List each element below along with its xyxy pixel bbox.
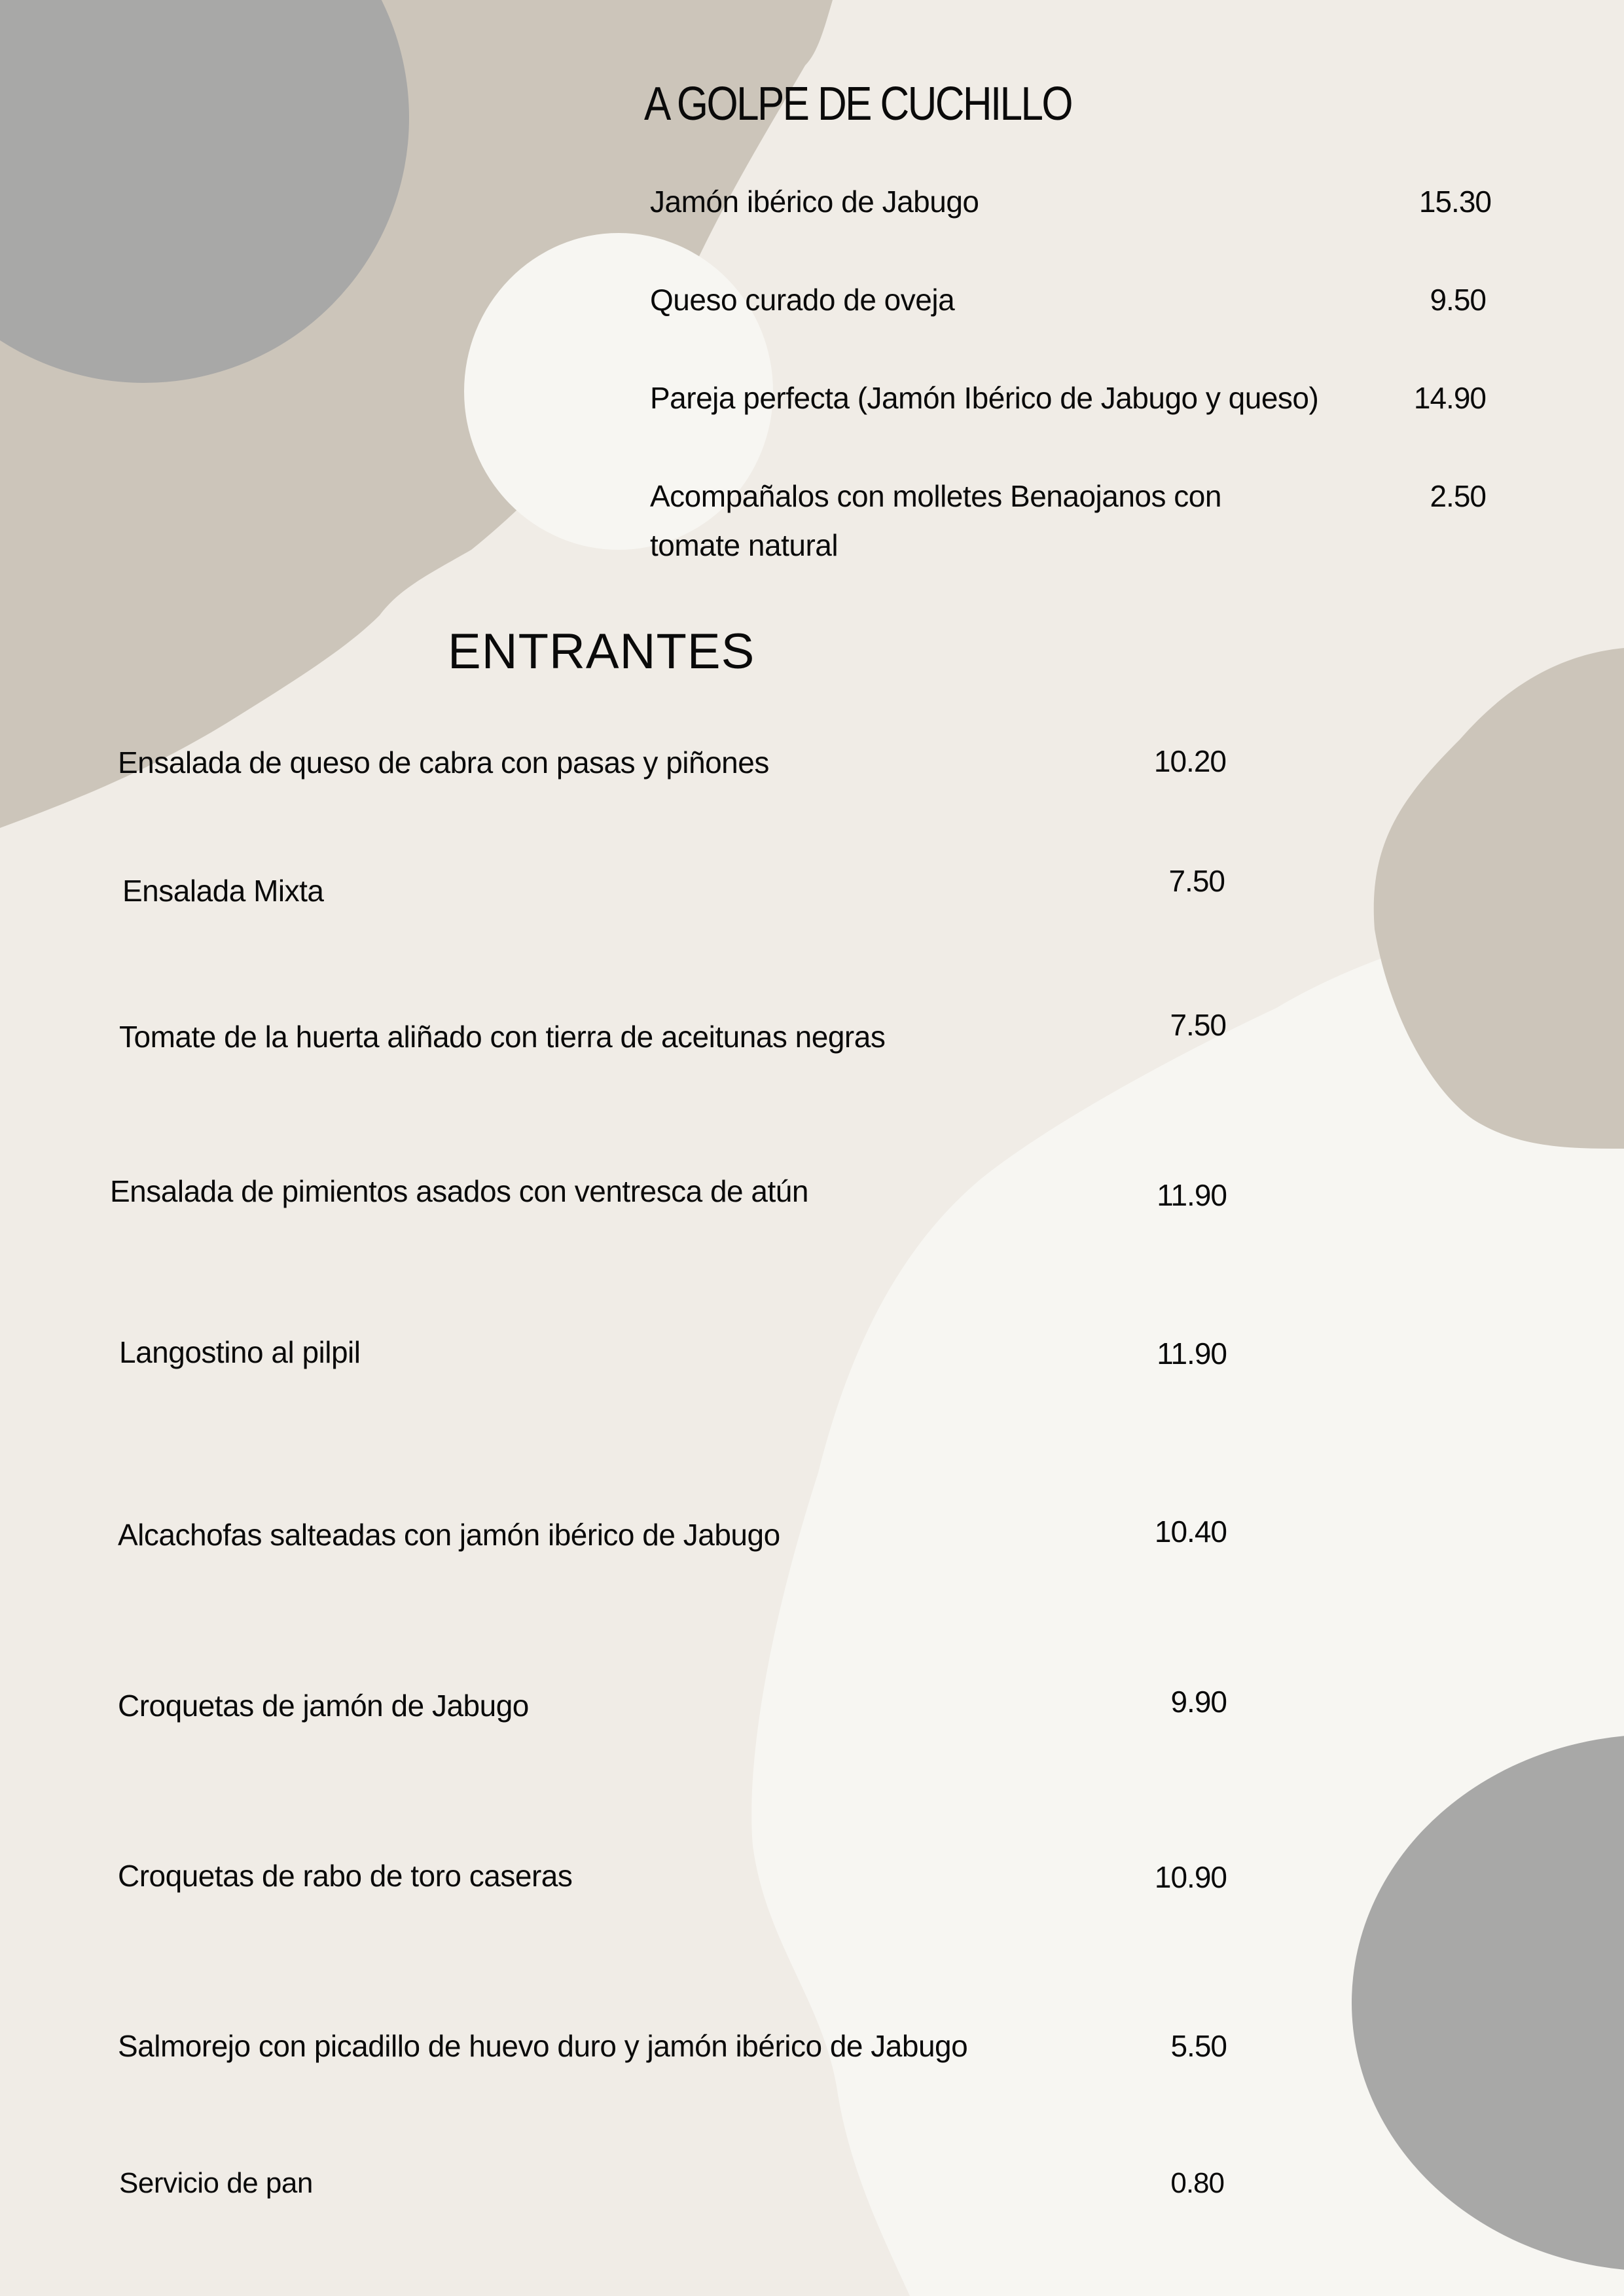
menu-item-name: Tomate de la huerta aliñado con tierra de aceitunas negras bbox=[119, 1020, 886, 1054]
menu-item-price: 10.40 bbox=[1154, 1515, 1227, 1549]
menu-item-name: Langostino al pilpil bbox=[119, 1335, 361, 1369]
menu-item-name: Acompañalos con molletes Benaojanos con bbox=[650, 479, 1221, 513]
menu-item-name: Servicio de pan bbox=[119, 2167, 313, 2199]
menu-item-name: Croquetas de rabo de toro caseras bbox=[118, 1859, 573, 1893]
menu-item-price: 5.50 bbox=[1170, 2029, 1227, 2063]
menu-item-name: Queso curado de oveja bbox=[650, 283, 955, 317]
menu-item-price: 10.90 bbox=[1154, 1860, 1227, 1894]
menu-item-price: 9.50 bbox=[1430, 283, 1486, 317]
menu-item-price: 7.50 bbox=[1168, 864, 1225, 898]
menu-item-name: Ensalada de queso de cabra con pasas y piñones bbox=[118, 745, 769, 780]
menu-item-price: 2.50 bbox=[1430, 479, 1486, 513]
menu-item-name: Jamón ibérico de Jabugo bbox=[650, 185, 979, 219]
menu-item-price: 14.90 bbox=[1413, 381, 1486, 415]
menu-item-name: Ensalada de pimientos asados con ventresca de atún bbox=[110, 1174, 808, 1208]
menu-item-price: 15.30 bbox=[1418, 185, 1491, 219]
menu-item-price: 7.50 bbox=[1170, 1008, 1226, 1042]
section-title-entrantes: ENTRANTES bbox=[448, 624, 755, 679]
menu-item-name: Alcachofas salteadas con jamón ibérico de Jabugo bbox=[118, 1518, 780, 1552]
menu-item-price: 10.20 bbox=[1153, 744, 1226, 778]
menu-item-price: 9.90 bbox=[1170, 1685, 1227, 1719]
menu-item-name: Ensalada Mixta bbox=[122, 874, 324, 908]
menu-item-name: Croquetas de jamón de Jabugo bbox=[118, 1689, 529, 1723]
menu-item-name-line2: tomate natural bbox=[650, 528, 839, 562]
menu-item-price: 11.90 bbox=[1157, 1178, 1227, 1212]
section-title-cuchillo: A GOLPE DE CUCHILLO bbox=[644, 78, 1072, 130]
menu-item-price: 0.80 bbox=[1170, 2167, 1224, 2199]
menu-item-name: Salmorejo con picadillo de huevo duro y jamón ibérico de Jabugo bbox=[118, 2029, 968, 2063]
menu-item-price: 11.90 bbox=[1157, 1336, 1227, 1371]
menu-item-name: Pareja perfecta (Jamón Ibérico de Jabugo y queso) bbox=[650, 381, 1319, 415]
